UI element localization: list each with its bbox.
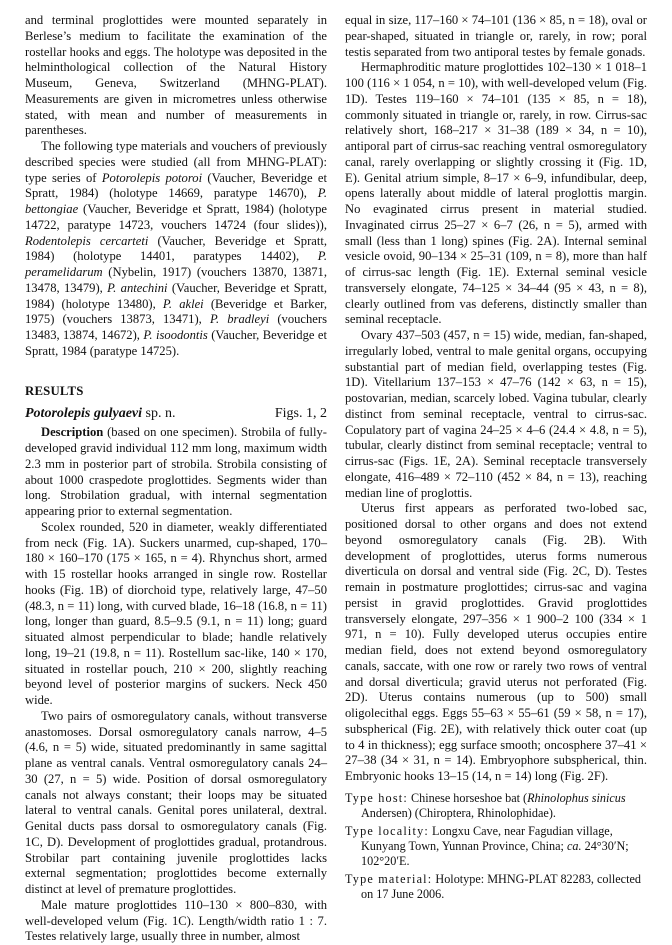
- uterus-paragraph: Uterus first appears as perforated two-lobed sac, positioned dorsal to other organs and does not extend beyond osmoregulatory canals (Fig. 2B). With development of proglottides, uterus forms numerous diverticula on dorsal and ventral side (Fig. 2C, D). Testes remain in postmature proglottides; cirrus-sac and vagina persist in gravid proglottides. Gravid proglottides transversely elongate, 297–356 × 1 900–2 100 (334 × 1 971, n = 10). Fully developed uterus occupies entire median field, does not extend beyond osmoregulatory canals, saccate, with one row or rarely two rows of ventral and dorsal diverticula; gravid uterus not perforated (Fig. 2D). Uterus contains numerous (up to 500) small oligolecithal eggs. Eggs 55–63 × 55–61 (59 × 58, n = 17), subspherical (Fig. 2E), with relatively thick outer coat (up to 4 in thickness); egg surface smooth; oncosphere 37–41 × 27–38 (34 × 31, n = 14). Embryophore subspherical, thin. Embryonic hooks 13–15 (14, n = 14) long (Fig. 2F).: [345, 501, 647, 783]
- type-info-block: [345, 791, 647, 902]
- type-locality-label: Type locality:: [345, 823, 429, 838]
- species-title: Potorolepis gulyaevi: [25, 406, 143, 422]
- type-material-label: Type material:: [345, 871, 433, 886]
- hermaphroditic-paragraph: Hermaphroditic mature proglottides 102–130 × 1 018–1 100 (116 × 1 054, n = 10), with well-developed velum (Fig. 1D). Testes 119–160 × 74–101 (135 × 85, n = 18), commonly situated in triangle or, rarely, in row. Cirrus-sac relatively short, 168–217 × 31–38 (189 × 34, n = 10), antiporal part of cirrus-sac reaching ventral osmoregulatory canal, rarely overlapping or slightly crossing it (Fig. 1D, E). Genital atrium simple, 8–17 × 6–9, infundibular, deep, opens laterally about middle of lateral proglottis margin. No evaginated cirrus present in material studied. Invaginated cirrus 25–27 × 6–7 (26, n = 5), armed with small (less than 1 long) spines (Fig. 2A). Internal seminal vesicle ovoid, 90–134 × 25–31 (109, n = 8), more than half of cirrus-sac length (Fig. 1E). External seminal vesicle transversely elongate, 74–125 × 34–44 (95 × 43, n = 8), clearly outlined from vas deferens, distinctly smaller than seminal receptacle.: [345, 60, 647, 327]
- species-suffix: sp. n.: [142, 406, 176, 422]
- results-heading: RESULTS: [25, 383, 84, 398]
- description-paragraph: Description (based on one specimen). Strobila of fully-developed gravid individual 112 mm long, maximum width 2.3 mm in posterior part of strobila. Strobila consisting of about 1000 craspedote proglottides. Segments wider than long. Strobilation gradual, with internal segmentation appearing prior to external segmentation.: [25, 425, 327, 518]
- species-name: Potorolepis potoroi: [101, 170, 203, 185]
- figure-reference: Figs. 1, 2: [274, 406, 327, 422]
- testes-continuation-paragraph: equal in size, 117–160 × 74–101 (136 × 85, n = 18), oval or pear-shaped, situated in triangle or, rarely, in row; poral testis separated from two antiporal testes by female gonads.: [345, 13, 647, 59]
- species-name: P. aklei: [162, 296, 204, 311]
- left-column: [25, 13, 327, 945]
- species-name: P. bettongiae: [25, 186, 327, 216]
- type-host-label: Type host:: [345, 790, 408, 805]
- species-name: Rodentolepis cercarteti: [25, 233, 149, 248]
- type-material: Type material: Holotype: MHNG-PLAT 82283, collected on 17 June 2006.: [345, 871, 641, 901]
- type-host: Type host: Chinese horseshoe bat (Rhinolophus sinicus Andersen) (Chiroptera, Rhinolophidae).: [345, 790, 626, 820]
- right-column: [345, 13, 647, 905]
- methods-paragraph-end: and terminal proglottides were mounted separately in Berlese’s medium to facilitate the examination of the rostellar hooks and eggs. The holotype was deposited in the helminthological collection of the Natural History Museum, Geneva, Switzerland (MHNG-PLAT). Measurements are given in micrometres unless otherwise stated, with mean and number of measurements in parentheses.: [25, 13, 327, 138]
- species-name: P. isoodontis: [143, 328, 208, 342]
- scolex-paragraph: Scolex rounded, 520 in diameter, weakly differentiated from neck (Fig. 1A). Suckers unarmed, cup-shaped, 170–180 × 160–170 (175 × 165, n = 4). Rhynchus short, armed with 15 rostellar hooks arranged in single row. Rostellar hooks (Fig. 1B) of diorchoid type, relatively large, 47–50 (48.3, n = 11) long, with curved blade, 16–18 (16.8, n = 11) long, longer than guard, 8.5–9.5 (9.1, n = 11) long; guard situated almost perpendicular to blade; handle relatively long, 19–21 (19.8, n = 11). Rostellum sac-like, 140 × 170, situated in rostellar pouch, 210 × 200, slightly reaching beyond level of posterior margins of suckers. Neck 450 wide.: [25, 519, 327, 707]
- type-locality: Type locality: Longxu Cave, near Fagudian village, Kunyang Town, Yunnan Province, China; ca. 24°30′N; 102°20′E.: [345, 823, 629, 868]
- ovary-paragraph: Ovary 437–503 (457, n = 15) wide, median, fan-shaped, irregularly lobed, ventral to male genital organs, occupying substantial part of median field, overlapping testes (Fig. 1D). Vitellarium 137–153 × 47–76 (142 × 63, n = 15), postovarian, median, scarcely lobed. Vagina tubular, clearly distinct from seminal receptacle, ventral to cirrus-sac. Copulatory part of vagina 24–25 × 4–6 (24.4 × 4.8, n = 5), tubular, clearly distinct from seminal receptacle; ventral to cirrus-sac (Figs. 1E, 2A). Seminal receptacle transversely elongate, 416–489 × 72–110 (452 × 84, n = 13), reaching median line of proglottis.: [345, 328, 647, 500]
- species-name: P. peramelidarum: [25, 249, 327, 279]
- host-species-name: Rhinolophus sinicus: [527, 790, 626, 805]
- description-label: Description: [41, 425, 104, 440]
- male-proglottides-paragraph: Male mature proglottides 110–130 × 800–830, with well-developed velum (Fig. 1C). Length/width ratio 1 : 7. Testes relatively large, usually three in number, almost: [25, 897, 327, 944]
- species-name: P. antechini: [107, 280, 168, 295]
- canals-paragraph: Two pairs of osmoregulatory canals, without transverse anastomoses. Dorsal osmoregulatory canals narrow, 4–5 (4.6, n = 5) wide, situated predominantly in same sagittal plane as ventral canals. Ventral osmoregulatory canals 24–30 (27, n = 5) wide. Position of dorsal osmoregulatory canals not always constant; their loops may be situated lateral to ventral canals. Genital pores unilateral, dextral. Genital ducts pass dorsal to osmoregulatory canals (Fig. 1C, D). Development of proglottides gradual, protandrous. Strobilar part containing juvenile proglottides lacks external segmentation; proglottides become externally distinct at level of premature proglottides.: [25, 708, 327, 896]
- type-materials-paragraph: The following type materials and vouchers of previously described species were studied (all from MHNG-PLAT): type series of Potorolepis potoroi (Vaucher, Beveridge et Spratt, 1984) (holotype 14669, paratype 14670), P. bettongiae (Vaucher, Beveridge et Spratt, 1984) (holotype 14722, paratype 14723, vouchers 14724 (four slides)), Rodentolepis cercarteti (Vaucher, Beveridge et Spratt, 1984) (holotype 14401, paratypes 14402), P. peramelidarum (Nybelin, 1917) (vouchers 13870, 13871, 13478, 13479), P. antechini (Vaucher, Beveridge et Spratt, 1984) (holotype 13480), P. aklei (Beveridge et Barker, 1975) (vouchers 13873, 13471), P. bradleyi (vouchers 13483, 13874, 14672), P. isoodontis (Vaucher, Beveridge et Spratt, 1984 (paratype 14725).: [25, 139, 328, 358]
- species-heading: [25, 405, 327, 423]
- species-name: P. bradleyi: [209, 312, 270, 327]
